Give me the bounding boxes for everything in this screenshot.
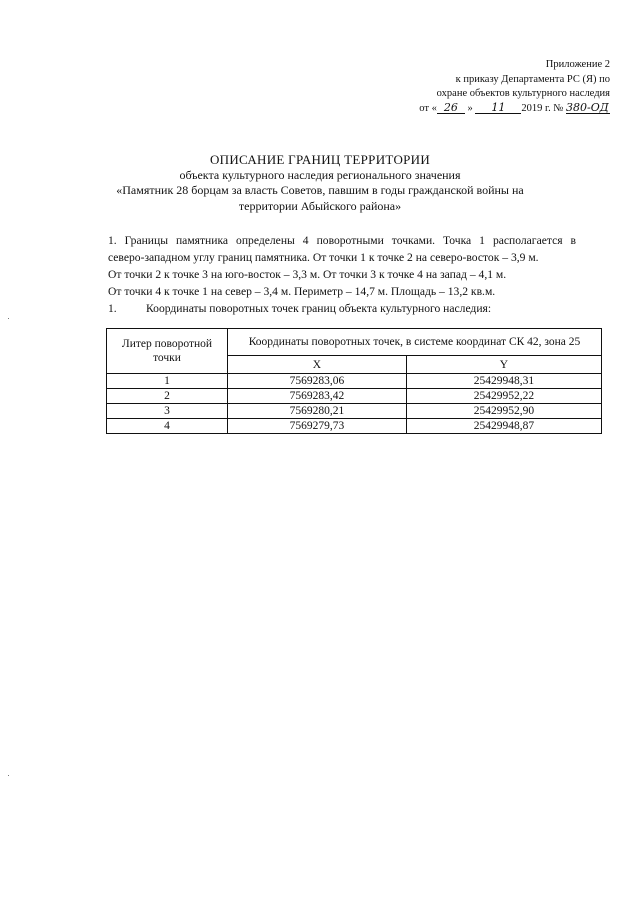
date-month-handwritten: 11 [475,102,521,114]
table-row [107,404,602,419]
date-prefix: от « [419,102,437,114]
cell-point: 2 [107,389,228,404]
order-number-handwritten: 380-ОД [566,100,609,114]
cell-x: 7569279,73 [228,419,407,434]
monument-name-line2: территории Абыйского района» [238,198,402,213]
cell-point: 3 [107,404,228,419]
description-line-1: 1. Границы памятника определены 4 поворотными точками. Точка 1 располагается в [108,234,576,247]
cell-y: 25429952,22 [406,389,601,404]
table-row [107,419,602,434]
document-title: ОПИСАНИЕ ГРАНИЦ ТЕРРИТОРИИ [209,152,431,167]
description-line-3: От точки 2 к точке 3 на юго-восток – 3,3 м. От точки 3 к точке 4 на запад – 4,1 м. [108,268,507,281]
cell-x: 7569283,42 [228,389,407,404]
date-year: 2019 г. № [521,102,564,114]
header-y: Y [406,356,601,374]
header-x: X [228,356,407,374]
cell-y: 25429948,31 [406,374,601,389]
scan-speck [8,775,9,776]
coordinates-intro [108,300,576,317]
description-line-4: От точки 4 к точке 1 на север – 3,4 м. Периметр – 14,7 м. Площадь – 13,2 кв.м. [108,285,496,298]
date-mid: » [467,102,473,114]
description-line-2: северо-западном углу границ памятника. От точки 1 к точке 2 на северо-восток – 3,9 м. [108,251,539,264]
appendix-header [370,58,610,116]
table-row [107,374,602,389]
header-point-letter: Литер поворотной точки [107,329,228,374]
cell-y: 25429948,87 [406,419,601,434]
cell-point: 1 [107,374,228,389]
appendix-order-ref: к приказу Департамента РС (Я) по [455,73,610,85]
table-header-row [107,329,602,356]
document-title-block [100,152,540,214]
appendix-date-line [370,102,610,117]
cell-point: 4 [107,419,228,434]
cell-x: 7569283,06 [228,374,407,389]
date-day-handwritten: 26 [437,102,465,114]
list-text: Координаты поворотных точек границ объекта культурного наследия: [146,302,492,315]
scan-speck [8,318,9,319]
table-row [107,389,602,404]
coordinates-table [106,328,602,434]
boundary-description [108,232,576,317]
title-subtitle: объекта культурного наследия регионального значения [179,167,461,182]
header-coordinates-system: Координаты поворотных точек, в системе координат СК 42, зона 25 [228,329,602,356]
appendix-department: охране объектов культурного наследия [436,88,610,99]
cell-y: 25429952,90 [406,404,601,419]
cell-x: 7569280,21 [228,404,407,419]
monument-name-line1: «Памятник 28 борцам за власть Советов, павшим в годы гражданской войны на [116,183,524,197]
appendix-title: Приложение 2 [545,59,610,70]
list-number: 1. [108,302,117,315]
